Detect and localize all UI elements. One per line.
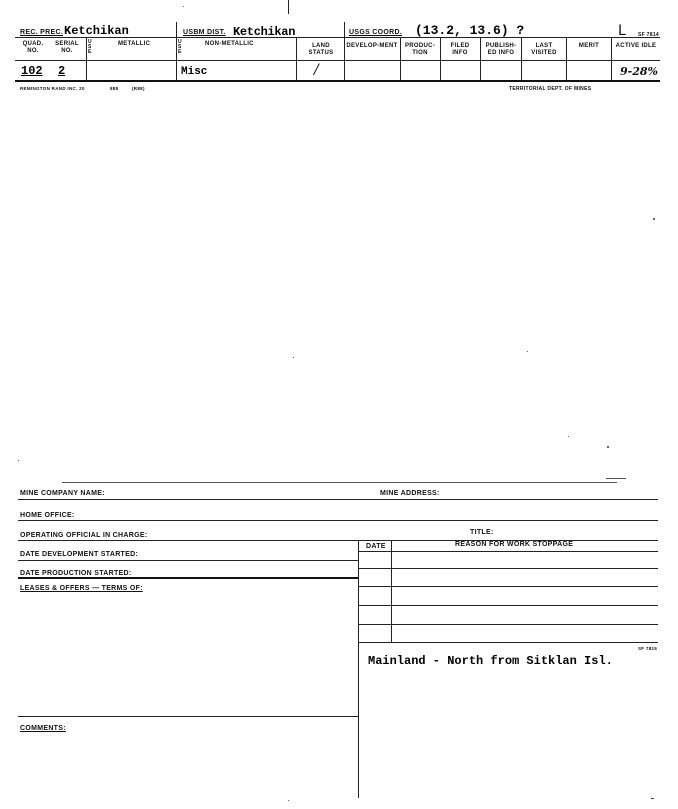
col-published-info: PUBLISH-ED INFO — [485, 43, 517, 56]
mine-address-label: MINE ADDRESS: — [380, 490, 440, 497]
reason-column-header: REASON FOR WORK STOPPAGE — [455, 541, 574, 548]
row-active-idle-mark: 9-28% — [620, 65, 658, 78]
usbm-dist-value: Ketchikan — [233, 25, 296, 39]
comments-label: COMMENTS: — [20, 725, 66, 732]
date-production-label: DATE PRODUCTION STARTED: — [20, 570, 132, 577]
top-tick-mark — [288, 0, 289, 14]
col-filed-info: FILED INFO — [450, 43, 470, 56]
row-land-status-mark: / — [314, 62, 319, 78]
date-column-header: DATE — [366, 543, 386, 550]
date-development-label: DATE DEVELOPMENT STARTED: — [20, 551, 139, 558]
mine-company-name-label: MINE COMPANY NAME: — [20, 490, 105, 497]
col-serial-no: SERIAL NO. — [55, 41, 79, 54]
col-last-visited: LAST VISITED — [531, 43, 557, 56]
rec-prec-value: Ketchikan — [64, 24, 129, 38]
col-merit: MERIT — [578, 43, 600, 49]
col-production: PRODUC-TION — [404, 43, 436, 56]
col-land-status: LAND STATUS — [308, 43, 334, 56]
col-quad-no: QUAD. NO. — [22, 41, 44, 54]
row-serial-value: 2 — [58, 64, 66, 78]
col-non-metallic: NON-METALLIC — [205, 41, 254, 47]
home-office-label: HOME OFFICE: — [20, 512, 75, 519]
leases-label: LEASES & OFFERS — TERMS OF: — [20, 585, 143, 592]
row-quad-value: 102 — [21, 64, 43, 78]
form-code-top: SF 7814 — [638, 32, 660, 38]
operating-official-label: OPERATING OFFICIAL IN CHARGE: — [20, 532, 148, 539]
form-code-bottom: SF 7815 — [638, 646, 658, 651]
usgs-coord-label: USGS COORD. — [349, 29, 403, 36]
usgs-coord-value: (13.2, 13.6) ? — [415, 23, 525, 38]
printer-imprint: REMINGTON RAND INC. 20 — [20, 86, 85, 91]
location-note: Mainland - North from Sitklan Isl. — [368, 654, 613, 668]
col-use-left: USE — [88, 39, 92, 55]
dept-imprint: TERRITORIAL DEPT. OF MINES — [509, 86, 592, 92]
row-non-metallic-value: Misc — [181, 66, 208, 78]
printer-code: 888 — [110, 86, 119, 91]
usbm-dist-label: USBM DIST. — [183, 29, 226, 36]
title-label: TITLE: — [470, 529, 494, 536]
corner-handwritten-mark: L — [618, 23, 626, 39]
col-active-idle: ACTIVE IDLE — [615, 43, 657, 49]
col-metallic: METALLIC — [118, 41, 151, 47]
col-development: DEVELOP-MENT — [346, 43, 398, 49]
printer-code-2: (R88) — [132, 86, 145, 91]
rec-prec-label: REC. PREC. — [20, 29, 64, 36]
col-use-right: USE — [178, 39, 182, 55]
